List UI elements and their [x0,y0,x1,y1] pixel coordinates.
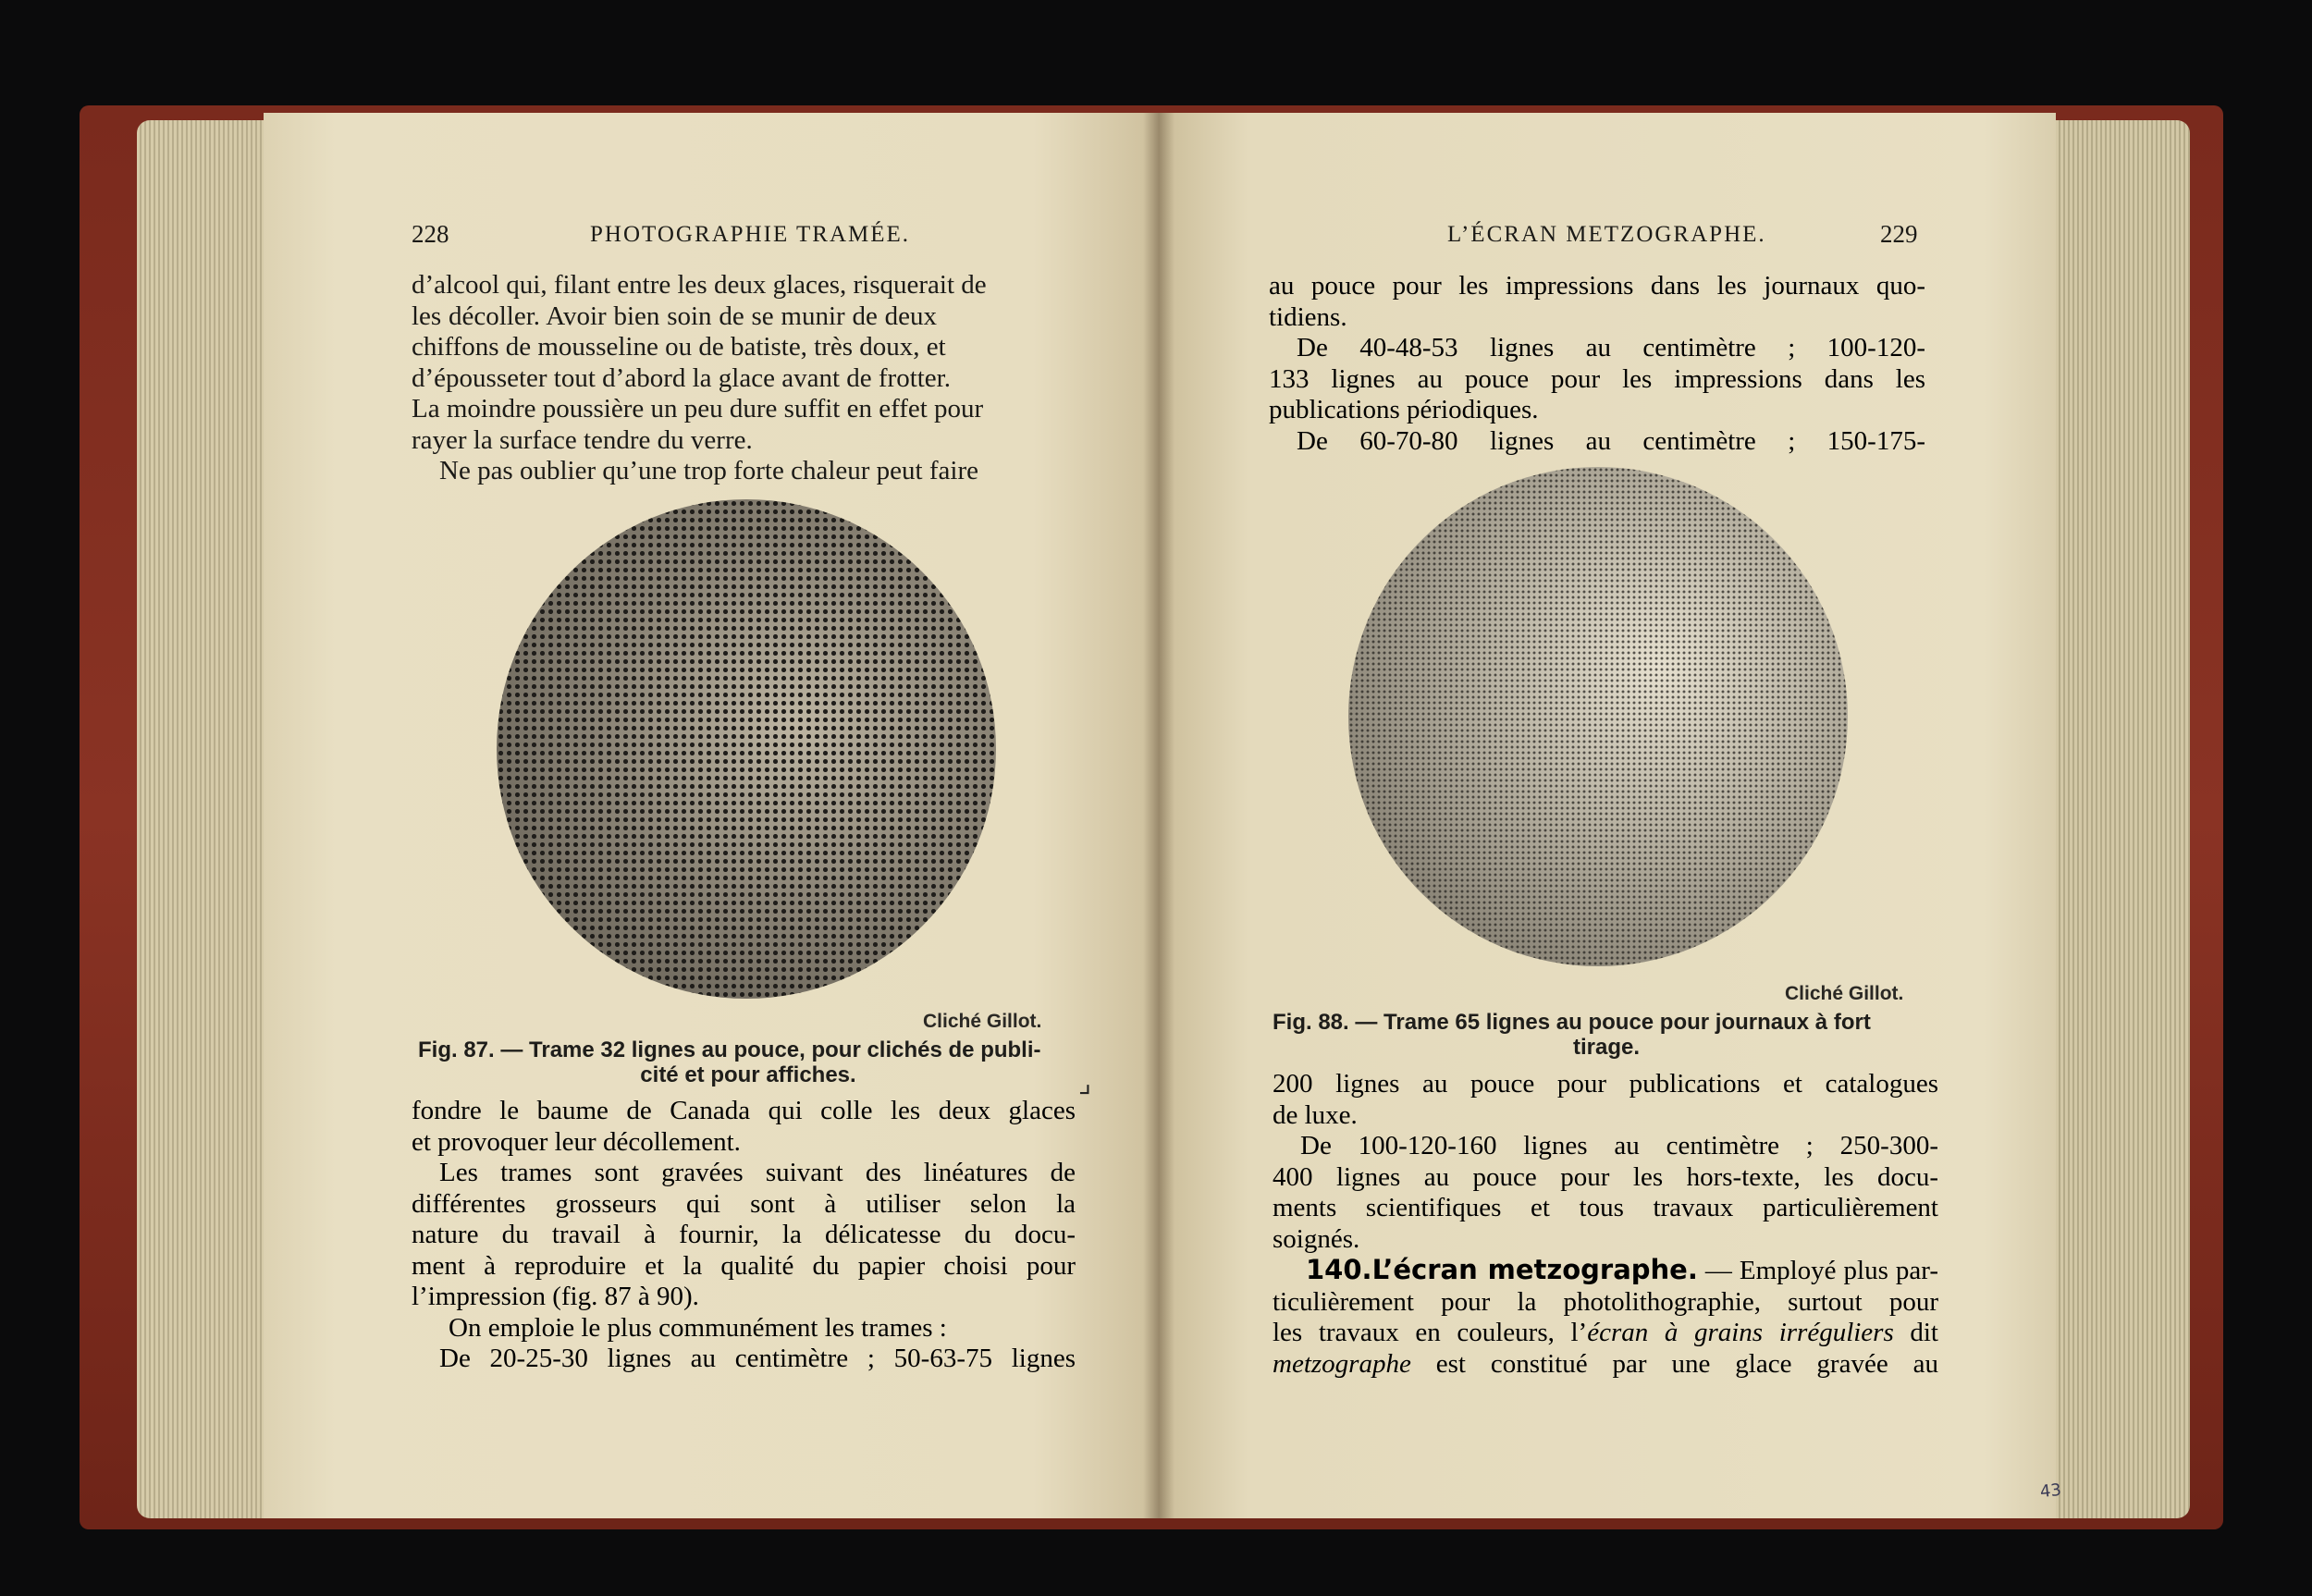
text-fragment: est constitué par une glace gravée au [1410,1348,1938,1379]
pencil-mark: ⌟ [1078,1067,1092,1099]
text-line: Les trames sont gravées suivant des linéatures de [439,1158,1076,1187]
page-edges-right [2051,120,2190,1518]
text-line: nature du travail à fournir, la délicatesse du docu- [412,1220,1076,1249]
caption-line: cité et pour affiches. [640,1062,856,1087]
text-line: d’alcool qui, filant entre les deux glaces, risquerait de [412,270,987,300]
caption-line: Fig. 88. — Trame 65 lignes au pouce pour journaux à fort [1273,1010,1871,1035]
text-line: chiffons de mousseline ou de batiste, très doux, et [412,332,946,362]
text-line: Ne pas oublier qu’une trop forte chaleur peut faire [439,456,978,485]
text-line: fondre le baume de Canada qui colle les deux glaces [412,1096,1076,1125]
page-edges-left [137,120,271,1518]
halftone-portrait-figure-87 [497,499,996,999]
text-line: de luxe. [1273,1099,1358,1130]
text-line [1273,1318,1938,1349]
halftone-portrait-figure-88 [1348,467,1848,966]
text-line [1273,1349,1938,1381]
text-line: l’impression (fig. 87 à 90). [412,1282,699,1311]
text-line: et provoquer leur décollement. [412,1126,741,1157]
text-line: De 40-48-53 lignes au centimètre ; 100-120- [1297,333,1925,362]
text-line: La moindre poussière un peu dure suffit en effet pour [412,394,984,424]
running-head-left: PHOTOGRAPHIE TRAMÉE. [590,222,911,247]
right-top-paragraph [1269,271,1925,457]
figure-credit-right: Cliché Gillot. [1785,983,1904,1004]
section-number: 140. [1306,1254,1372,1285]
text-fragment: les travaux en couleurs, l’ [1273,1318,1588,1347]
text-line: 400 lignes au pouce pour les hors-texte, les docu- [1273,1161,1938,1192]
text-line: rayer la surface tendre du verre. [412,424,753,455]
section-title: L’écran metzographe. [1371,1254,1698,1285]
italic-phrase: écran à grains irréguliers [1587,1318,1894,1347]
running-head-right: L’ÉCRAN METZOGRAPHE. [1447,222,1766,247]
handwritten-note: 43 [2038,1479,2062,1503]
left-top-paragraph [412,270,987,487]
text-line: ments scientifiques et tous travaux particulièrement [1273,1193,1938,1222]
text-line: différentes grosseurs qui sont à utiliser selon la [412,1188,1076,1219]
text-line: On emploie le plus communément les trames : [449,1312,947,1343]
caption-line: tirage. [1572,1035,1641,1060]
figure-caption-right [1273,1010,1940,1060]
figure-credit-left: Cliché Gillot. [923,1011,1042,1032]
text-line: 133 lignes au pouce pour les impressions dans les [1269,363,1925,394]
text-line: De 60-70-80 lignes au centimètre ; 150-175- [1297,425,1925,456]
page-number-left: 228 [412,220,449,248]
section-heading-line [1273,1255,1938,1287]
caption-line: Fig. 87. — Trame 32 lignes au pouce, pour clichés de publi- [418,1037,1041,1062]
text-line: 200 lignes au pouce pour publications et catalogues [1273,1069,1938,1099]
text-line: les décoller. Avoir bien soin de se munir de deux [412,301,937,331]
section-text: — Employé plus par- [1697,1256,1938,1285]
text-line: soignés. [1273,1223,1360,1254]
text-line: De 20-25-30 lignes au centimètre ; 50-63-75 lignes [439,1344,1076,1373]
figure-caption-left [418,1037,1078,1087]
right-bottom-paragraph [1273,1069,1938,1380]
text-fragment: dit [1893,1318,1938,1347]
text-line: publications périodiques. [1269,395,1539,424]
book-gutter [1143,113,1174,1518]
italic-word: metzographe [1273,1348,1411,1379]
text-line: De 100-120-160 lignes au centimètre ; 250-300- [1300,1131,1938,1160]
text-line: tidiens. [1269,301,1347,332]
text-line: au pouce pour les impressions dans les journaux quo- [1269,271,1925,301]
text-line: ment à reproduire et la qualité du papier choisi pour [412,1250,1076,1281]
left-bottom-paragraph [412,1096,1076,1375]
text-line: ticulièrement pour la photolithographie, surtout pour [1273,1286,1938,1317]
text-line: d’épousseter tout d’abord la glace avant de frotter. [412,362,951,393]
page-number-right: 229 [1880,220,1918,248]
